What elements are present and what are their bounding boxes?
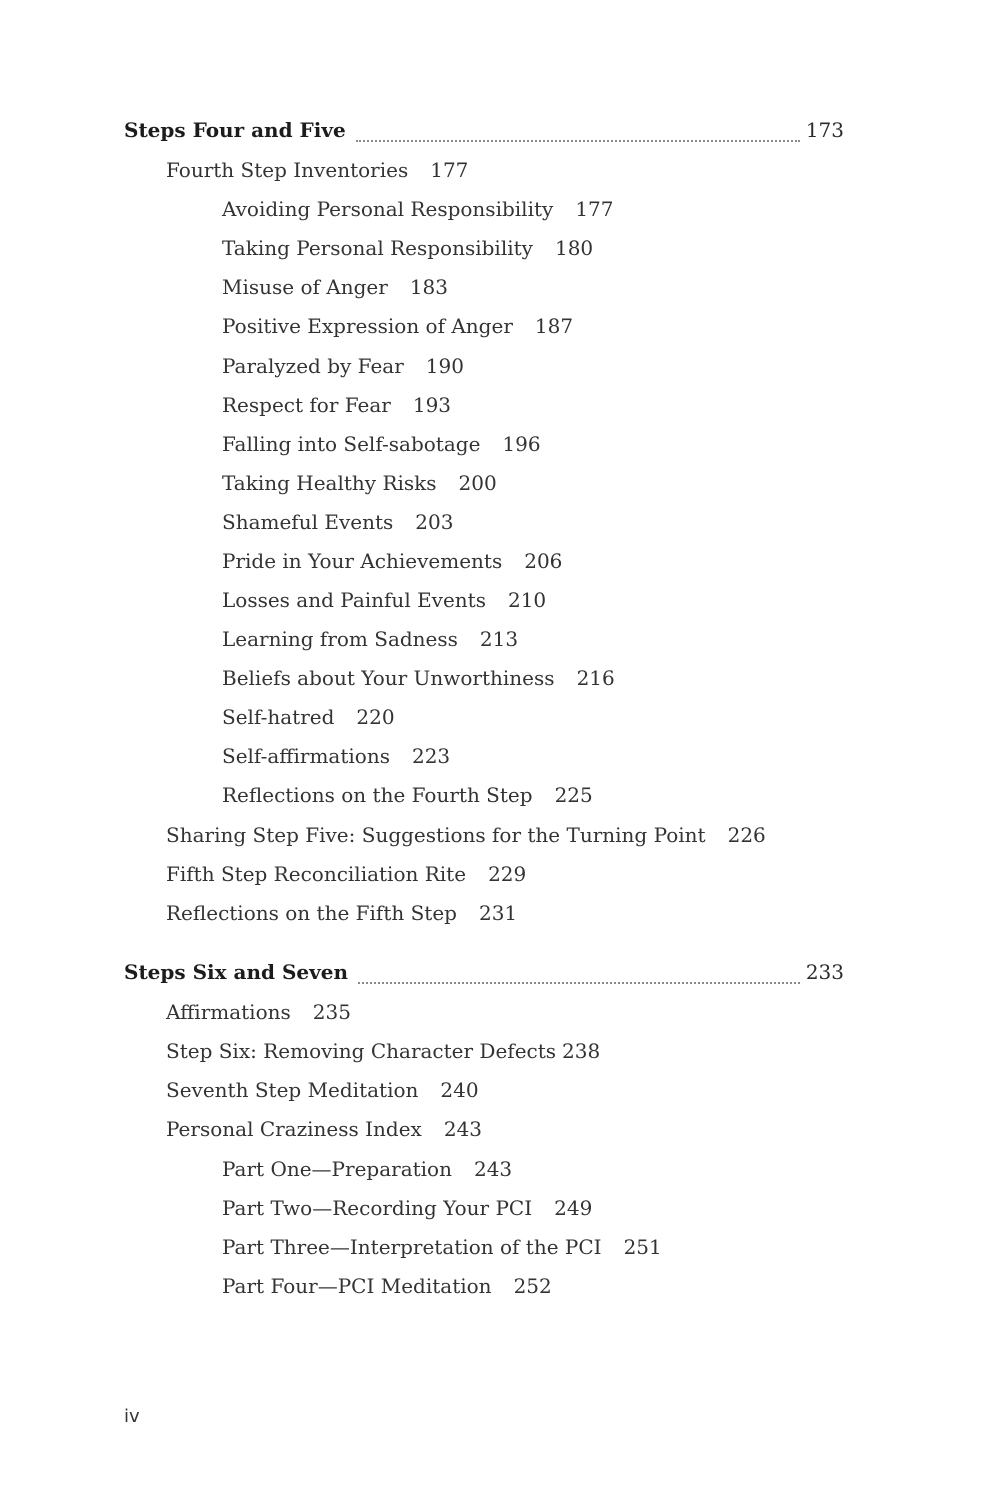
entry-label: Misuse of Anger <box>222 275 388 299</box>
entry-label: Taking Healthy Risks <box>222 471 437 495</box>
entry-label: Positive Expression of Anger <box>222 314 513 338</box>
entry-page: 252 <box>513 1274 552 1298</box>
toc-entry[interactable] <box>222 1235 662 1265</box>
entry-label: Reflections on the Fourth Step <box>222 783 533 807</box>
toc-entry[interactable] <box>222 236 593 266</box>
entry-page: 251 <box>623 1235 662 1259</box>
entry-label: Losses and Painful Events <box>222 588 486 612</box>
toc-entry[interactable] <box>222 393 451 423</box>
entry-label: Self-hatred <box>222 705 335 729</box>
toc-entry[interactable] <box>222 197 614 227</box>
dot-leader <box>356 139 800 142</box>
entry-label: Part One—Preparation <box>222 1157 452 1181</box>
toc-entry[interactable] <box>222 783 593 813</box>
toc-entry[interactable] <box>222 510 453 540</box>
entry-page: 177 <box>575 197 614 221</box>
entry-page: 203 <box>415 510 454 534</box>
entry-page: 210 <box>507 588 547 612</box>
entry-page: 243 <box>443 1117 483 1141</box>
entry-page: 223 <box>411 744 451 768</box>
entry-page: 249 <box>554 1196 593 1220</box>
dot-leader <box>358 981 800 984</box>
entry-label: Taking Personal Responsibility <box>222 236 533 260</box>
toc-entry[interactable] <box>222 705 395 735</box>
entry-label: Avoiding Personal Responsibility <box>222 197 554 221</box>
toc-entry[interactable] <box>222 627 518 657</box>
entry-page: 229 <box>488 862 527 886</box>
toc-entry[interactable] <box>222 354 464 384</box>
entry-page: 240 <box>440 1078 479 1102</box>
toc-entry[interactable] <box>166 862 526 892</box>
toc-entry[interactable] <box>222 471 497 501</box>
entry-label: Affirmations <box>166 1000 291 1024</box>
toc-entry[interactable] <box>222 588 546 618</box>
toc-entry[interactable] <box>222 1157 512 1187</box>
toc-entry[interactable] <box>166 1000 351 1030</box>
section-page-number: 233 <box>805 960 844 984</box>
page-folio: iv <box>124 1406 140 1427</box>
toc-entry[interactable] <box>222 275 448 305</box>
entry-label: Reflections on the Fifth Step <box>166 901 457 925</box>
entry-page: 231 <box>478 901 518 925</box>
entry-label: Seventh Step Meditation <box>166 1078 419 1102</box>
entry-page: 180 <box>554 236 594 260</box>
toc-entry[interactable] <box>166 1039 600 1069</box>
entry-page: 220 <box>356 705 395 729</box>
entry-label: Part Three—Interpretation of the PCI <box>222 1235 602 1259</box>
section-heading[interactable] <box>124 118 844 148</box>
entry-label: Personal Craziness Index <box>166 1117 422 1141</box>
entry-page: 243 <box>473 1157 513 1181</box>
entry-label: Shameful Events <box>222 510 394 534</box>
entry-page: 216 <box>576 666 615 690</box>
entry-label: Step Six: Removing Character Defects <box>166 1039 557 1063</box>
toc-entry[interactable] <box>222 1196 592 1226</box>
entry-page: 238 <box>562 1039 601 1063</box>
entry-label: Falling into Self-sabotage <box>222 432 481 456</box>
toc-entry[interactable] <box>166 823 766 853</box>
entry-page: 196 <box>502 432 541 456</box>
section-title: Steps Four and Five <box>124 118 346 142</box>
entry-label: Fifth Step Reconciliation Rite <box>166 862 467 886</box>
toc-entry[interactable] <box>222 432 541 462</box>
entry-label: Learning from Sadness <box>222 627 458 651</box>
entry-page: 190 <box>425 354 464 378</box>
entry-label: Respect for Fear <box>222 393 391 417</box>
entry-page: 226 <box>727 823 766 847</box>
entry-label: Part Four—PCI Meditation <box>222 1274 492 1298</box>
toc-entry[interactable] <box>166 1078 479 1108</box>
section-title: Steps Six and Seven <box>124 960 349 984</box>
entry-label: Sharing Step Five: Suggestions for the Turning Point <box>166 823 706 847</box>
entry-label: Pride in Your Achievements <box>222 549 503 573</box>
entry-page: 193 <box>412 393 452 417</box>
entry-page: 225 <box>554 783 593 807</box>
entry-label: Beliefs about Your Unworthiness <box>222 666 555 690</box>
toc-entry[interactable] <box>166 158 468 188</box>
entry-page: 187 <box>534 314 574 338</box>
entry-label: Part Two—Recording Your PCI <box>222 1196 533 1220</box>
entry-page: 235 <box>312 1000 351 1024</box>
entry-page: 200 <box>458 471 497 495</box>
entry-page: 177 <box>430 158 469 182</box>
toc-entry[interactable] <box>166 1117 482 1147</box>
toc-entry[interactable] <box>222 314 573 344</box>
entry-label: Paralyzed by Fear <box>222 354 404 378</box>
toc-entry[interactable] <box>222 1274 552 1304</box>
entry-label: Fourth Step Inventories <box>166 158 409 182</box>
toc-entry[interactable] <box>222 549 562 579</box>
entry-page: 206 <box>524 549 563 573</box>
toc-entry[interactable] <box>166 901 517 931</box>
entry-page: 213 <box>479 627 519 651</box>
toc-entry[interactable] <box>222 666 615 696</box>
entry-label: Self-affirmations <box>222 744 390 768</box>
section-page-number: 173 <box>805 118 844 142</box>
entry-page: 183 <box>409 275 448 299</box>
toc-entry[interactable] <box>222 744 450 774</box>
section-heading[interactable] <box>124 960 844 990</box>
